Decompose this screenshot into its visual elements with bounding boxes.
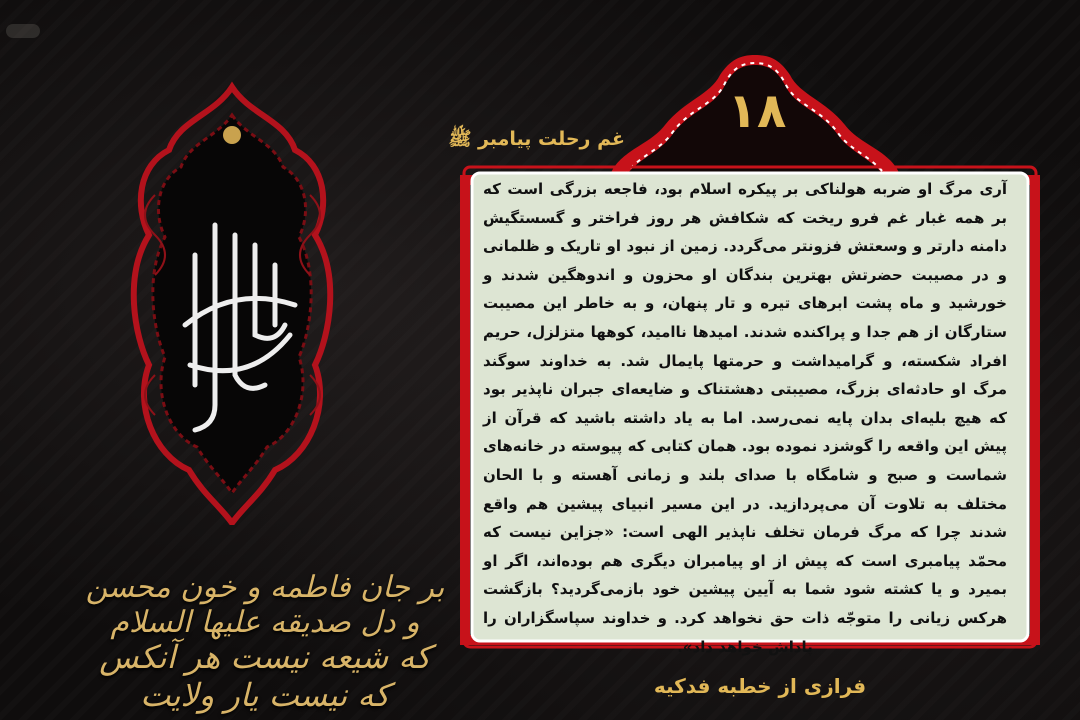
heading: غم رحلت پیامبر ﷺ <box>448 128 625 150</box>
source-caption: فرازی از خطبه فدکیه <box>653 674 867 698</box>
poem-line-2: که شیعه نیست هر آنکس که نیست یار ولایت <box>99 638 431 714</box>
body-text: آری مرگ او ضربه هولناکی بر پیکره اسلام بود، فاجعه بزرگی است که بر همه غبار غم فرو ریخت که شکافش هر روز فراختر و گسستگیش دامنه دارتر و وسعتش فزونتر می‌گردد. زمین از نبود او تاریک و ظلمانی و در مصیبت حضرتش بهترین بندگان او محزون و اندوهگین شدند و خورشید و ماه پشت ابرهای تیره و تار پنهان، و به خاطر این مصیبت ستارگان از هم جدا و پراکنده شدند. امیدها ناامید، کوهها متزلزل، حریم افراد شکسته، و گرامیداشت و حرمتها پایمال شد. به خداوند سوگند مرگ او حادثه‌ای بزرگ، مصیبتی دهشتناک و ضایعه‌ای جبران ناپذیر بود که هیچ بلیه‌ای بدان پایه نمی‌رسد. اما به یاد داشته باشید که قرآن از پیش این واقعه را گوشزد نموده بود. همان کتابی که پیوسته در خانه‌های شماست و صبح و شامگاه با صدای بلند و زمانی آهسته و با الحان مختلف به تلاوت آن می‌پردازید. در این مسیر انبیای پیشین هم واقع شدند چرا که مرگ فرمان تخلف ناپذیر الهی است: «جزاین نیست که محمّد پیامبری است که پیش از او پیامبران دیگری هم بوده‌اند، اگر او بمیرد و یا کشته شود شما به آیین پیشین خود بازمی‌گردید؟ بازگشت هرکس زیانی را متوجّه ذات حق نخواهد کرد. و خداوند سپاسگزاران را پاداش خواهد داد». <box>483 180 1007 656</box>
poem-line-1: بر جان فاطمه و خون محسن و دل صدیقه علیها السلام <box>85 570 445 640</box>
watermark-logo <box>6 24 40 38</box>
card-number: ۱۸ <box>727 83 787 139</box>
calligraphy-ornament <box>125 75 340 525</box>
